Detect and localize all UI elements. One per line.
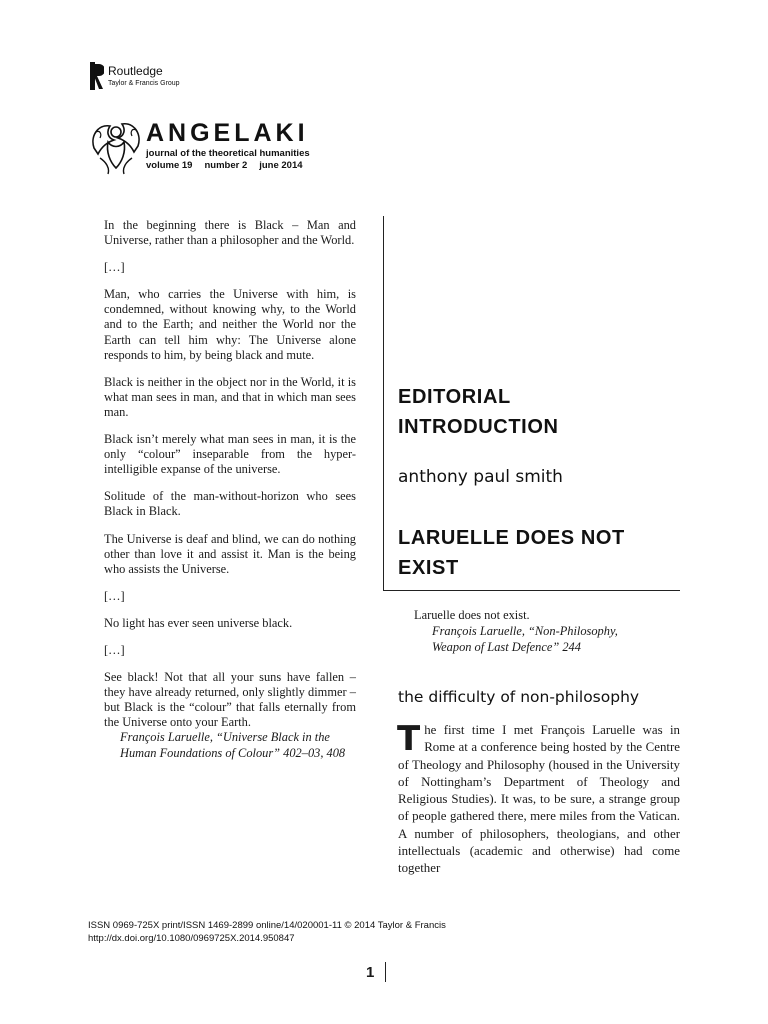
article-epigraph-text: Laruelle does not exist.	[414, 608, 530, 622]
section-label-line2: INTRODUCTION	[398, 416, 559, 438]
section-label-line1: EDITORIAL	[398, 386, 511, 408]
page-number: 1	[366, 964, 375, 981]
epigraph-paragraph: Man, who carries the Universe with him, is condemned, without knowing why, to the World and to the Earth; and neither the World nor the Earth can tell him why: The Universe alone responds to him, by being black and mute.	[104, 287, 356, 362]
article-epigraph-cite-line1: François Laruelle, “Non-Philosophy,	[432, 624, 618, 638]
routledge-logo-icon	[90, 62, 104, 90]
epigraph-ellipsis: […]	[104, 588, 125, 603]
footer-doi-link[interactable]: http://dx.doi.org/10.1080/0969725X.2014.950847	[88, 933, 295, 944]
epigraph-paragraph: The Universe is deaf and blind, we can do nothing other than love it and assist it. Man is the being who assists the Universe.	[104, 531, 356, 576]
angel-emblem-icon	[88, 118, 144, 176]
article-epigraph-cite-line2: Weapon of Last Defence” 244	[432, 640, 581, 654]
journal-number: number 2	[204, 160, 248, 171]
body-paragraph: he first time I met François Laruelle was in Rome at a conference being hosted by the Centre of Theology and Philosophy (housed in the University of Nottingham’s Department of Theology and Religious Studies). It was, to be sure, a strange group of people gathered there, mere miles from the Vatican. A number of philosophers, theologians, and other intellectuals (academic and otherwise) had come together	[398, 723, 680, 876]
journal-date: june 2014	[259, 160, 303, 171]
body-text	[397, 719, 680, 878]
publisher-subname: Taylor & Francis Group	[108, 80, 180, 87]
journal-title: ANGELAKI	[146, 119, 309, 147]
article-epigraph	[414, 607, 680, 655]
publisher-name: Routledge	[108, 64, 163, 78]
epigraph-paragraph: Black isn’t merely what man sees in man, it is the only “colour” inseparable from the hyper-intelligible expanse of the universe.	[104, 432, 356, 477]
epigraph-paragraph: No light has ever seen universe black.	[104, 615, 293, 630]
epigraph-paragraph: See black! Not that all your suns have fallen – they have already returned, only slightly dimmer – but Black is the “colour” that falls eternally from the Universe onto your Earth.	[104, 670, 356, 730]
page-number-bar	[385, 962, 386, 982]
journal-masthead	[88, 118, 388, 188]
epigraph-paragraph: Black is neither in the object nor in the World, it is what man sees in man, and that in which man sees man.	[104, 374, 356, 419]
epigraph-ellipsis: […]	[104, 642, 125, 657]
epigraph-ellipsis: […]	[104, 260, 125, 275]
author-name: anthony paul smith	[398, 467, 563, 487]
epigraph-paragraph: In the beginning there is Black – Man and Universe, rather than a philosopher and the World.	[104, 218, 356, 248]
header-rule	[383, 590, 680, 591]
article-title-line2: EXIST	[398, 557, 459, 579]
footer-issn: ISSN 0969-725X print/ISSN 1469-2899 online/14/020001-11 © 2014 Taylor & Francis	[88, 920, 446, 931]
epigraph-citation: François Laruelle, “Universe Black in the Human Foundations of Colour” 402–03, 408	[120, 730, 346, 760]
column-divider	[383, 216, 384, 590]
journal-subtitle: journal of the theoretical humanities	[146, 148, 310, 159]
drop-cap: T	[397, 719, 421, 759]
article-title	[398, 523, 698, 583]
article-title-line1: LARUELLE DOES NOT	[398, 527, 625, 549]
section-heading: the difficulty of non-philosophy	[398, 688, 640, 706]
journal-issue	[146, 160, 315, 171]
epigraph-paragraph: Solitude of the man-without-horizon who sees Black in Black.	[104, 489, 356, 519]
section-label	[398, 382, 678, 442]
journal-volume: volume 19	[146, 160, 193, 171]
epigraph-column	[104, 218, 356, 761]
footer	[88, 919, 446, 945]
